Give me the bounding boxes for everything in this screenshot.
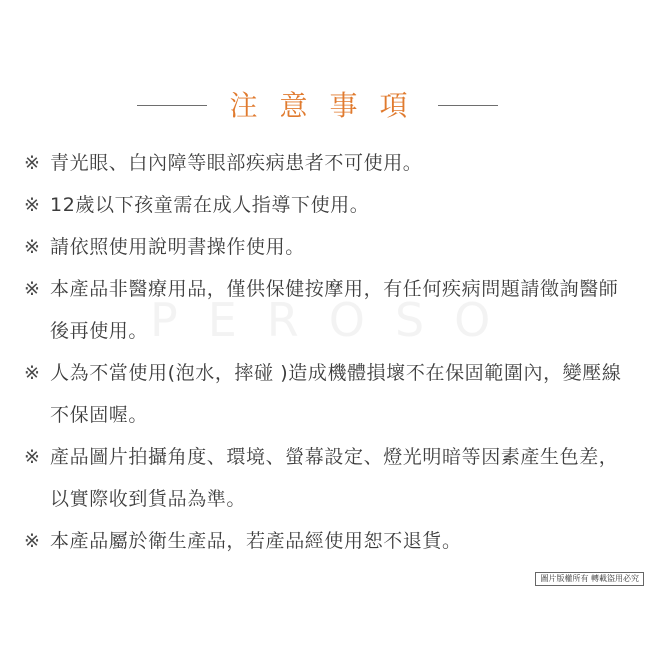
section-title: 注意事項	[229, 89, 430, 122]
note-item	[24, 520, 634, 562]
note-text: 青光眼、白內障等眼部疾病患者不可使用。	[50, 152, 423, 174]
note-text: 12歲以下孩童需在成人指導下使用。	[50, 194, 370, 216]
note-mark: ※	[24, 152, 41, 174]
note-mark: ※	[24, 236, 41, 258]
note-text: 產品圖片拍攝角度、環境、螢幕設定、燈光明暗等因素產生色差，以實際收到貨品為準。	[50, 446, 619, 510]
note-item	[24, 226, 634, 268]
note-item	[24, 142, 634, 184]
note-text: 請依照使用說明書操作使用。	[50, 236, 305, 258]
note-item	[24, 184, 634, 226]
copyright-notice: 圖片版權所有 轉載盜用必究	[535, 572, 644, 586]
heading-rule-left	[137, 105, 207, 106]
note-item	[24, 436, 634, 520]
note-mark: ※	[24, 278, 41, 300]
note-text: 本產品屬於衛生產品，若產品經使用恕不退貨。	[50, 530, 462, 552]
brand-watermark: PEROSO	[150, 293, 521, 347]
notes-list	[24, 142, 634, 562]
note-mark: ※	[24, 194, 41, 216]
note-mark: ※	[24, 530, 41, 552]
note-item	[24, 268, 634, 352]
note-item	[24, 352, 634, 436]
note-mark: ※	[24, 446, 41, 468]
heading-rule-right	[438, 105, 498, 106]
section-heading	[0, 84, 650, 128]
note-mark: ※	[24, 362, 41, 384]
note-text: 人為不當使用(泡水，摔碰 )造成機體損壞不在保固範圍內，變壓線不保固喔。	[50, 362, 622, 426]
note-text: 本產品非醫療用品，僅供保健按摩用，有任何疾病問題請徵詢醫師後再使用。	[50, 278, 619, 342]
